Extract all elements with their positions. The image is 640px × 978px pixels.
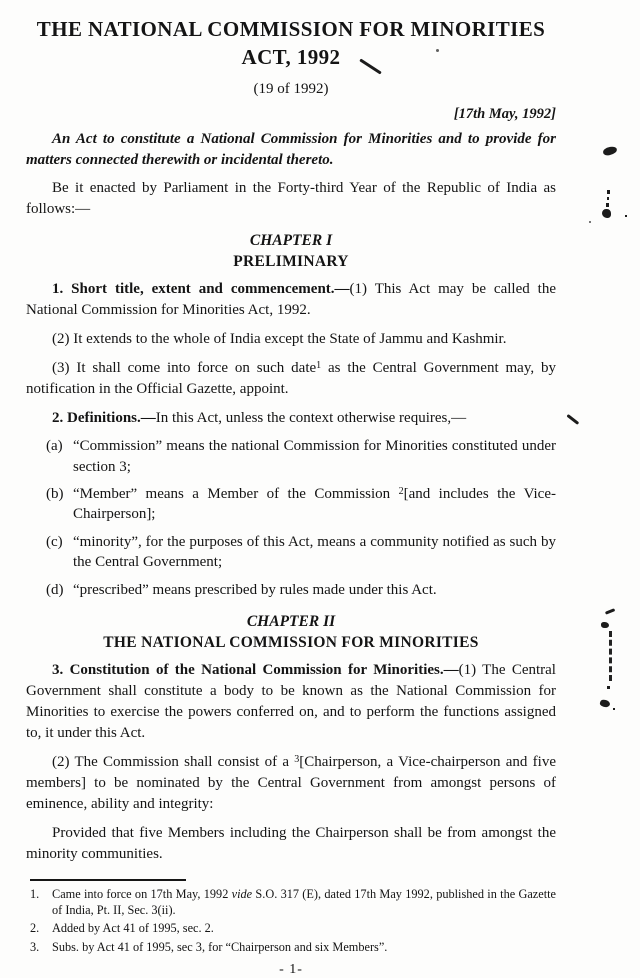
ink-speck: [436, 49, 439, 52]
ink-blot: [602, 209, 611, 218]
chapter-1-heading: PRELIMINARY: [233, 253, 349, 271]
ink-speck: [606, 203, 609, 207]
act-title-line2: ACT, 1992: [241, 44, 341, 69]
footnote-3-text: Subs. by Act 41 of 1995, sec 3, for “Chairperson and six Members”.: [52, 939, 388, 954]
ink-speck: [607, 686, 610, 689]
footnote-3-number: 3.: [30, 939, 40, 954]
footnote-1-text: [52, 886, 556, 918]
act-title: [26, 16, 556, 71]
definition-clause-d: [46, 580, 556, 600]
section-3-sub1: (1) The Central Government shall constitute a body to be known as the National Commission for Minorities to exercise the powers conferred on, and to perform the functions assigned to, it under this Act.: [26, 662, 556, 742]
ink-speck: [607, 197, 609, 200]
ink-speck: [589, 221, 591, 223]
footnote-1-post: S.O. 317 (E), dated 17th May 1992, published in the Gazette of India, Pt. II, Sec. 3(ii).: [52, 887, 557, 918]
footnote-3: [30, 939, 556, 955]
footnote-2-text: Added by Act 41 of 1995, sec. 2.: [52, 921, 214, 936]
section-3-lead: 3. Constitution of the National Commission for Minorities.—: [52, 662, 459, 679]
clause-b-pre: “Member” means a Member of the Commission: [73, 486, 399, 503]
footnote-1: [30, 886, 556, 918]
section-3-sub2-post: [Chairperson, a Vice-chairperson and five members] to be nominated by the Central Government from amongst persons of eminence, ability and integrity:: [26, 754, 556, 813]
section-3-para-1: [26, 660, 556, 744]
chapter-2-heading: THE NATIONAL COMMISSION FOR MINORITIES: [103, 634, 479, 652]
footnote-ref-1: 1: [316, 360, 322, 372]
ink-speck: [625, 215, 627, 217]
section-1-sub3-post: as the Central Government may, by notification in the Official Gazette, appoint.: [26, 360, 556, 398]
clause-a-text: “Commission” means the national Commission for Minorities constituted under section 3;: [73, 438, 556, 475]
footnote-ref-3: 3: [294, 754, 300, 766]
footnote-1-vide: vide: [231, 887, 253, 902]
section-3-proviso: Provided that five Members including the Chairperson shall be from amongst the minority communities.: [26, 825, 556, 863]
footnote-ref-2: 2: [398, 486, 404, 498]
footnotes: [30, 886, 556, 955]
chapter-2-number: CHAPTER II: [246, 613, 336, 631]
clause-d-text: “prescribed” means prescribed by rules made under this Act.: [73, 581, 437, 598]
ink-speck: [613, 708, 615, 710]
ink-speck: [607, 190, 610, 194]
definition-clause-a: [46, 436, 556, 477]
clause-b-label: (b): [46, 486, 64, 503]
section-1-lead: 1. Short title, extent and commencement.—: [52, 281, 350, 298]
section-1-para-2: (2) It extends to the whole of India except the State of Jammu and Kashmir.: [52, 331, 507, 348]
section-2-intro: [26, 408, 556, 429]
ink-blot: [601, 622, 609, 628]
clause-c-label: (c): [46, 533, 63, 550]
margin-dashed-line: [609, 631, 612, 681]
act-number: (19 of 1992): [253, 81, 329, 98]
clause-b-post: [and includes the Vice-Chairperson];: [73, 486, 556, 523]
definition-clause-c: [46, 532, 556, 573]
footnote-1-number: 1.: [30, 887, 40, 902]
assent-date: [17th May, 1992]: [453, 106, 556, 123]
section-3-para-2: [26, 752, 556, 815]
clause-d-label: (d): [46, 581, 64, 598]
clause-c-text: “minority”, for the purposes of this Act, means a community notified as such by the Central Government;: [73, 533, 556, 571]
enacting-clause: Be it enacted by Parliament in the Forty-third Year of the Republic of India as follows:—: [26, 179, 556, 217]
clause-b-text: [73, 484, 556, 525]
section-1-sub1: (1) This Act may be called the National Commission for Minorities Act, 1992.: [26, 281, 556, 319]
section-1-para-1: [26, 279, 556, 321]
long-title: An Act to constitute a National Commission for Minorities and to provide for matters connected therewith or incidental thereto.: [26, 131, 556, 168]
footnote-2-number: 2.: [30, 921, 40, 936]
definition-clause-b: [46, 484, 556, 525]
section-1-sub3-pre: (3) It shall come into force on such date: [52, 360, 317, 377]
clause-a-label: (a): [46, 438, 63, 455]
section-1-para-3: [26, 358, 556, 400]
footnote-1-pre: Came into force on 17th May, 1992: [52, 887, 232, 902]
section-2-lead: 2. Definitions.—: [52, 410, 156, 427]
footnote-2: [30, 920, 556, 936]
chapter-1-number: CHAPTER I: [249, 232, 333, 250]
act-title-line1: THE NATIONAL COMMISSION FOR MINORITIES: [36, 17, 546, 41]
section-3-sub2-pre: (2) The Commission shall consist of a: [52, 754, 295, 771]
footnote-separator: [30, 879, 186, 881]
page-number: - 1-: [279, 961, 303, 977]
section-2-intro-text: In this Act, unless the context otherwise requires,—: [155, 410, 467, 427]
